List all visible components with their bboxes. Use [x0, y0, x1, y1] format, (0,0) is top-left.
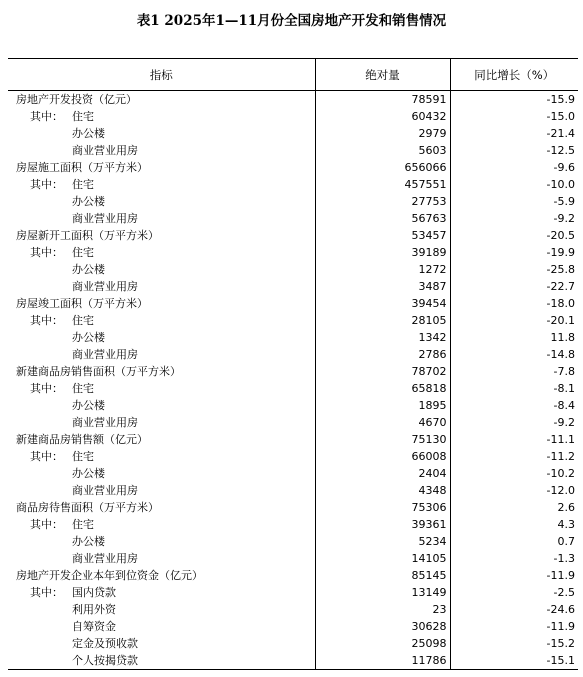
growth-value-cell: -11.1 [546, 433, 575, 446]
table-row [8, 227, 578, 244]
absolute-value-cell: 2786 [315, 346, 450, 363]
absolute-value-cell: 53457 [315, 227, 450, 244]
growth-value-cell: -1.3 [553, 552, 575, 565]
indicator-cell [8, 312, 315, 329]
indicator-name: 房地产开发企业本年到位资金（亿元） [16, 569, 203, 582]
absolute-value-cell: 39454 [315, 295, 450, 312]
growth-value-cell: -18.0 [546, 297, 575, 310]
growth-value-cell: -20.1 [546, 314, 575, 327]
absolute-value-cell: 2979 [315, 125, 450, 142]
table-title: 表1 2025年1—11月份全国房地产开发和销售情况 [136, 13, 447, 29]
indicator-cell [8, 618, 315, 635]
indicator-cell [8, 601, 315, 618]
growth-value-cell: -24.6 [546, 603, 575, 616]
growth-value-cell: 11.8 [550, 331, 575, 344]
indicator-cell [8, 448, 315, 465]
indicator-name: 住宅 [72, 246, 94, 259]
table-row [8, 346, 578, 363]
absolute-value-cell: 66008 [315, 448, 450, 465]
absolute-value-cell: 60432 [315, 108, 450, 125]
indicator-name: 自筹资金 [72, 620, 116, 633]
indicator-cell [8, 142, 315, 159]
growth-value-cell: -20.5 [546, 229, 575, 242]
table-body [8, 91, 578, 670]
table-row [8, 550, 578, 567]
absolute-value-cell: 78702 [315, 363, 450, 380]
table-row [8, 414, 578, 431]
table-row [8, 176, 578, 193]
absolute-value-cell: 85145 [315, 567, 450, 584]
indicator-name: 商品房待售面积（万平方米） [16, 501, 159, 514]
indicator-cell [8, 329, 315, 346]
growth-value-cell: -11.9 [546, 569, 575, 582]
growth-value-cell: -7.8 [553, 365, 575, 378]
growth-value-cell: 2.6 [557, 501, 575, 514]
indicator-cell [8, 261, 315, 278]
growth-value-cell: -9.2 [553, 416, 575, 429]
absolute-value-cell: 30628 [315, 618, 450, 635]
growth-value-cell: -9.6 [553, 161, 575, 174]
absolute-value-cell: 28105 [315, 312, 450, 329]
indicator-cell [8, 363, 315, 380]
table-row [8, 210, 578, 227]
indicator-prefix: 其中： [30, 382, 63, 395]
indicator-prefix: 其中： [30, 518, 63, 531]
indicator-prefix: 其中： [30, 586, 63, 599]
indicator-name: 办公楼 [72, 467, 105, 480]
absolute-value-cell: 4348 [315, 482, 450, 499]
indicator-cell [8, 108, 315, 125]
table-row [8, 516, 578, 533]
growth-value-cell: -10.2 [546, 467, 575, 480]
indicator-cell [8, 567, 315, 584]
growth-value-cell: -15.1 [450, 652, 578, 670]
indicator-prefix: 其中： [30, 110, 63, 123]
growth-value-cell: -14.8 [546, 348, 575, 361]
table-row [8, 278, 578, 295]
indicator-cell [8, 278, 315, 295]
indicator-cell [8, 550, 315, 567]
indicator-name: 房屋新开工面积（万平方米） [16, 229, 159, 242]
indicator-cell [8, 516, 315, 533]
absolute-value-cell: 75130 [315, 431, 450, 448]
absolute-value-cell: 75306 [315, 499, 450, 516]
indicator-name: 利用外资 [72, 603, 116, 616]
table-row [8, 567, 578, 584]
indicator-cell [8, 346, 315, 363]
table-row [8, 601, 578, 618]
growth-value-cell: -11.2 [546, 450, 575, 463]
table-row [8, 363, 578, 380]
indicator-cell [8, 652, 315, 670]
growth-value-cell: -12.5 [546, 144, 575, 157]
table-row [8, 91, 578, 109]
table-row [8, 108, 578, 125]
indicator-cell [8, 431, 315, 448]
indicator-cell [8, 176, 315, 193]
absolute-value-cell: 656066 [315, 159, 450, 176]
indicator-name: 商业营业用房 [72, 144, 138, 157]
absolute-value-cell: 5234 [315, 533, 450, 550]
absolute-value-cell: 1272 [315, 261, 450, 278]
indicator-name: 办公楼 [72, 195, 105, 208]
table-row [8, 533, 578, 550]
indicator-name: 办公楼 [72, 331, 105, 344]
growth-value-cell: 4.3 [557, 518, 575, 531]
table-row [8, 312, 578, 329]
indicator-name: 办公楼 [72, 263, 105, 276]
table-row [8, 397, 578, 414]
indicator-cell [8, 295, 315, 312]
absolute-value-cell: 27753 [315, 193, 450, 210]
indicator-name: 商业营业用房 [72, 552, 138, 565]
data-table [8, 58, 578, 670]
absolute-value-cell: 25098 [315, 635, 450, 652]
growth-value-cell: -15.2 [546, 637, 575, 650]
growth-value-cell: -19.9 [546, 246, 575, 259]
indicator-name: 住宅 [72, 110, 94, 123]
table-row [8, 431, 578, 448]
growth-value-cell: -15.0 [546, 110, 575, 123]
indicator-name: 住宅 [72, 518, 94, 531]
table-row [8, 125, 578, 142]
table-row [8, 261, 578, 278]
table-row [8, 244, 578, 261]
indicator-name: 住宅 [72, 382, 94, 395]
indicator-prefix: 其中： [30, 450, 63, 463]
absolute-value-cell: 1895 [315, 397, 450, 414]
absolute-value-cell: 1342 [315, 329, 450, 346]
indicator-cell [8, 193, 315, 210]
absolute-value-cell: 457551 [315, 176, 450, 193]
indicator-name: 商业营业用房 [72, 416, 138, 429]
header-indicator: 指标 [8, 59, 315, 91]
growth-value-cell: -12.0 [546, 484, 575, 497]
indicator-cell [8, 91, 315, 109]
growth-value-cell: -9.2 [553, 212, 575, 225]
indicator-name: 商业营业用房 [72, 484, 138, 497]
absolute-value-cell: 56763 [315, 210, 450, 227]
indicator-name: 新建商品房销售面积（万平方米） [16, 365, 181, 378]
table-row [8, 329, 578, 346]
growth-value-cell: -11.9 [546, 620, 575, 633]
table-row [8, 159, 578, 176]
indicator-cell [8, 210, 315, 227]
indicator-name: 商业营业用房 [72, 280, 138, 293]
indicator-cell [8, 635, 315, 652]
absolute-value-cell: 23 [315, 601, 450, 618]
growth-value-cell: -2.5 [553, 586, 575, 599]
indicator-cell [8, 159, 315, 176]
table-row [8, 482, 578, 499]
table-row [8, 584, 578, 601]
indicator-name: 办公楼 [72, 535, 105, 548]
indicator-name: 住宅 [72, 178, 94, 191]
indicator-name: 房地产开发投资（亿元） [16, 93, 137, 106]
table-row [8, 193, 578, 210]
indicator-cell [8, 125, 315, 142]
growth-value-cell: -10.0 [546, 178, 575, 191]
absolute-value-cell: 39189 [315, 244, 450, 261]
indicator-name: 新建商品房销售额（亿元） [16, 433, 148, 446]
indicator-name: 房屋施工面积（万平方米） [16, 161, 148, 174]
indicator-name: 住宅 [72, 314, 94, 327]
growth-value-cell: -8.1 [553, 382, 575, 395]
absolute-value-cell: 11786 [315, 652, 450, 670]
table-row [8, 295, 578, 312]
table-row [8, 618, 578, 635]
growth-value-cell: -22.7 [546, 280, 575, 293]
table-row [8, 465, 578, 482]
indicator-cell [8, 482, 315, 499]
table-header-row [8, 59, 578, 91]
absolute-value-cell: 5603 [315, 142, 450, 159]
absolute-value-cell: 39361 [315, 516, 450, 533]
indicator-name: 国内贷款 [72, 586, 116, 599]
absolute-value-cell: 65818 [315, 380, 450, 397]
indicator-cell [8, 465, 315, 482]
absolute-value-cell: 3487 [315, 278, 450, 295]
indicator-cell [8, 584, 315, 601]
indicator-prefix: 其中： [30, 246, 63, 259]
absolute-value-cell: 78591 [315, 91, 450, 109]
growth-value-cell: 0.7 [557, 535, 575, 548]
table-row [8, 652, 578, 670]
growth-value-cell: -8.4 [553, 399, 575, 412]
table-row [8, 635, 578, 652]
indicator-cell [8, 244, 315, 261]
indicator-name: 个人按揭贷款 [72, 654, 138, 667]
indicator-name: 商业营业用房 [72, 348, 138, 361]
indicator-name: 房屋竣工面积（万平方米） [16, 297, 148, 310]
indicator-name: 办公楼 [72, 127, 105, 140]
table-row [8, 380, 578, 397]
indicator-cell [8, 380, 315, 397]
indicator-cell [8, 397, 315, 414]
absolute-value-cell: 14105 [315, 550, 450, 567]
table-row [8, 499, 578, 516]
growth-value-cell: -5.9 [553, 195, 575, 208]
growth-value-cell: -25.8 [546, 263, 575, 276]
indicator-name: 定金及预收款 [72, 637, 138, 650]
table-row [8, 448, 578, 465]
indicator-name: 商业营业用房 [72, 212, 138, 225]
indicator-prefix: 其中： [30, 314, 63, 327]
indicator-cell [8, 414, 315, 431]
indicator-prefix: 其中： [30, 178, 63, 191]
absolute-value-cell: 13149 [315, 584, 450, 601]
indicator-name: 住宅 [72, 450, 94, 463]
table-row [8, 142, 578, 159]
absolute-value-cell: 4670 [315, 414, 450, 431]
indicator-name: 办公楼 [72, 399, 105, 412]
indicator-cell [8, 499, 315, 516]
growth-value-cell: -15.9 [546, 93, 575, 106]
indicator-cell [8, 533, 315, 550]
header-absolute: 绝对量 [315, 59, 450, 91]
header-growth: 同比增长（%） [450, 59, 578, 91]
growth-value-cell: -21.4 [546, 127, 575, 140]
indicator-cell [8, 227, 315, 244]
absolute-value-cell: 2404 [315, 465, 450, 482]
